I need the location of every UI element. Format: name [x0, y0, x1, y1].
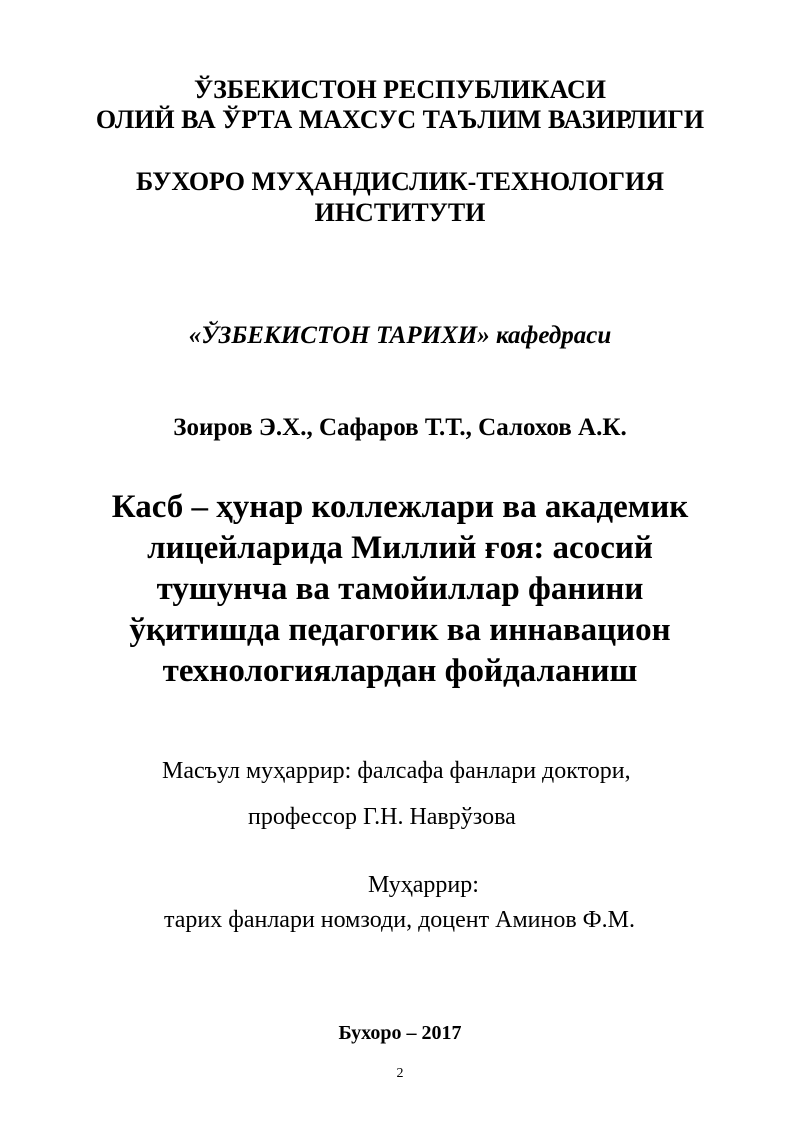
ministry-line-2: ОЛИЙ ВА ЎРТА МАХСУС ТАЪЛИМ ВАЗИРЛИГИ — [95, 105, 705, 134]
document-title-line-4: ўқитишда педагогик ва иннавацион — [129, 612, 671, 648]
responsible-editor-line-1: Масъул муҳаррир: фалсафа фанлари доктори, — [162, 758, 631, 784]
document-title-line-3: тушунча ва тамойиллар фанини — [156, 571, 644, 607]
ministry-line-1: ЎЗБЕКИСТОН РЕСПУБЛИКАСИ — [194, 75, 606, 104]
page-number: 2 — [396, 1066, 404, 1081]
editor-name: тарих фанлари номзоди, доцент Аминов Ф.М. — [164, 907, 635, 933]
document-title-line-5: технологиялардан фойдаланиш — [162, 653, 638, 689]
responsible-editor-line-2: профессор Г.Н. Наврўзова — [248, 804, 516, 830]
institute-line-1: БУХОРО МУҲАНДИСЛИК-ТЕХНОЛОГИЯ — [136, 167, 664, 196]
place-year: Бухоро – 2017 — [338, 1022, 462, 1044]
document-title-line-1: Касб – ҳунар коллежлари ва академик — [111, 489, 689, 525]
editor-label: Муҳаррир: — [368, 872, 479, 898]
document-title-line-2: лицейларида Миллий ғоя: асосий — [147, 530, 653, 566]
authors: Зоиров Э.Х., Сафаров Т.Т., Салохов А.К. — [173, 414, 627, 441]
department-name: «ЎЗБЕКИСТОН ТАРИХИ» кафедраси — [188, 322, 612, 349]
institute-line-2: ИНСТИТУТИ — [314, 198, 486, 227]
